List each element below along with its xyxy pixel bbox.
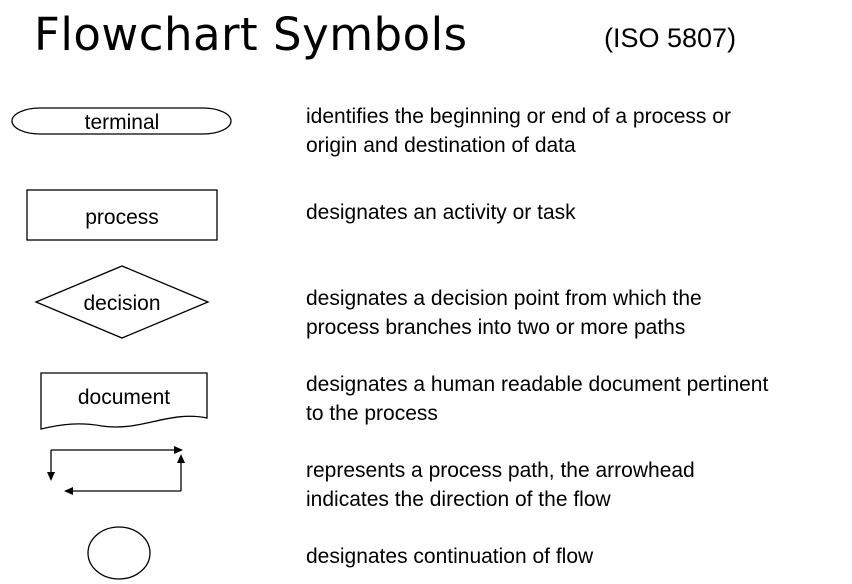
page-title: Flowchart Symbols (34, 8, 468, 61)
flow-line-symbol (47, 446, 185, 495)
arrowhead-up-icon (177, 454, 185, 463)
document-description (306, 370, 768, 428)
description-line: origin and destination of data (306, 134, 576, 157)
description-line: designates a decision point from which the (306, 287, 702, 310)
decision-label: decision (83, 292, 161, 315)
connector-description (306, 542, 593, 571)
arrowhead-down-icon (47, 472, 55, 481)
description-line: designates continuation of flow (306, 545, 594, 568)
decision-symbol (36, 266, 208, 338)
process-label: process (85, 206, 159, 229)
connector-shape (88, 527, 150, 579)
flow-line-description (306, 456, 695, 514)
arrowhead-left-icon (64, 487, 73, 495)
connector-symbol (88, 527, 150, 579)
description-line: to the process (306, 402, 438, 425)
description-line: process branches into two or more paths (306, 316, 686, 339)
description-line: represents a process path, the arrowhead (306, 459, 695, 482)
description-line: identifies the beginning or end of a process or (306, 105, 731, 128)
decision-description (306, 284, 702, 342)
terminal-symbol (12, 108, 231, 134)
terminal-label: terminal (84, 111, 160, 134)
process-symbol (27, 190, 217, 240)
description-line: designates a human readable document pertinent (306, 373, 769, 396)
document-symbol (41, 373, 207, 429)
process-description (306, 198, 576, 227)
document-label: document (77, 386, 171, 409)
page-subtitle: (ISO 5807) (604, 23, 737, 53)
terminal-description (306, 102, 731, 160)
description-line: indicates the direction of the flow (306, 488, 611, 511)
description-line: designates an activity or task (306, 201, 576, 224)
arrowhead-right-icon (174, 446, 183, 454)
